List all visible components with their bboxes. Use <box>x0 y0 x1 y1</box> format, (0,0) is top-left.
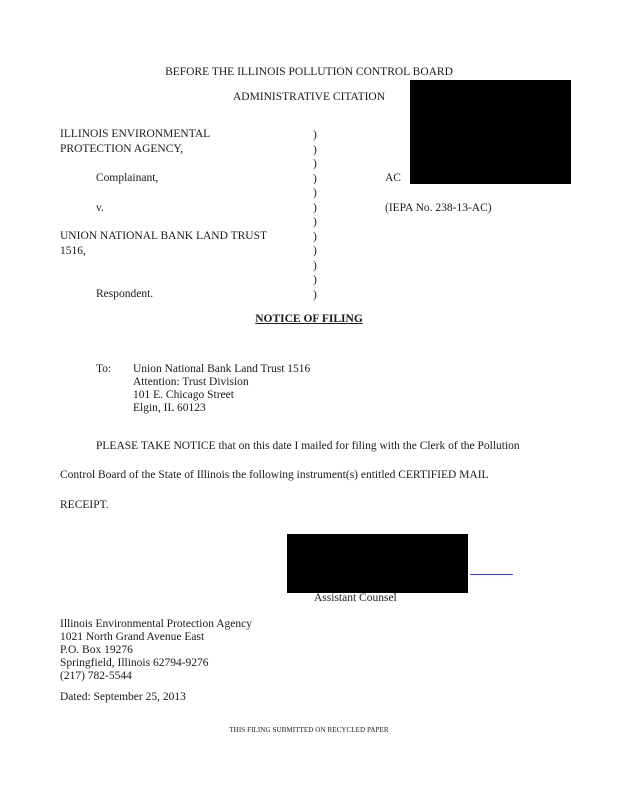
address-line: Union National Bank Land Trust 1516 <box>133 363 311 375</box>
caption-parentheses: ) ) ) ) ) ) ) ) ) ) ) ) <box>313 129 317 301</box>
respondent-name-line2: 1516, <box>60 245 86 257</box>
address-line: Attention: Trust Division <box>133 376 249 388</box>
agency-line: Springfield, Illinois 62794-9276 <box>60 657 209 669</box>
dated-line: Dated: September 25, 2013 <box>60 691 186 703</box>
signer-title: Assistant Counsel <box>314 592 397 604</box>
address-line: 101 E. Chicago Street <box>133 389 234 401</box>
notice-paragraph-line2: Control Board of the State of Illinois the following instrument(s) entitled CERTIFIED MAIL <box>60 469 489 481</box>
address-line: Elgin, IL 60123 <box>133 402 206 414</box>
agency-address <box>60 618 252 683</box>
respondent-role: Respondent. <box>96 288 154 300</box>
recipient-address <box>133 363 310 415</box>
complainant-role: Complainant, <box>96 172 159 184</box>
complainant-name-line1: ILLINOIS ENVIRONMENTAL <box>60 128 211 140</box>
respondent-name-line1: UNION NATIONAL BANK LAND TRUST <box>60 230 267 242</box>
board-heading: BEFORE THE ILLINOIS POLLUTION CONTROL BOARD <box>165 66 453 78</box>
versus-label: v. <box>96 202 104 214</box>
agency-line: (217) 782-5544 <box>60 670 132 682</box>
agency-line: 1021 North Grand Avenue East <box>60 631 205 643</box>
notice-paragraph-line3: RECEIPT. <box>60 499 109 511</box>
agency-line: Illinois Environmental Protection Agency <box>60 618 252 630</box>
redaction-block-case-number <box>410 80 571 184</box>
iepa-case-number: (IEPA No. 238-13-AC) <box>385 202 492 214</box>
recycled-paper-footer: THIS FILING SUBMITTED ON RECYCLED PAPER <box>229 726 389 734</box>
redaction-block-signature <box>287 534 468 593</box>
case-prefix: AC <box>385 172 401 184</box>
notice-title: NOTICE OF FILING <box>255 313 363 325</box>
complainant-name-line2: PROTECTION AGENCY, <box>60 143 184 155</box>
document-subtitle: ADMINISTRATIVE CITATION <box>232 91 386 103</box>
agency-line: P.O. Box 19276 <box>60 644 133 656</box>
notice-paragraph-line1: PLEASE TAKE NOTICE that on this date I mailed for filing with the Clerk of the Pollution <box>96 440 520 452</box>
signature-line <box>470 574 513 575</box>
to-label: To: <box>96 363 112 375</box>
